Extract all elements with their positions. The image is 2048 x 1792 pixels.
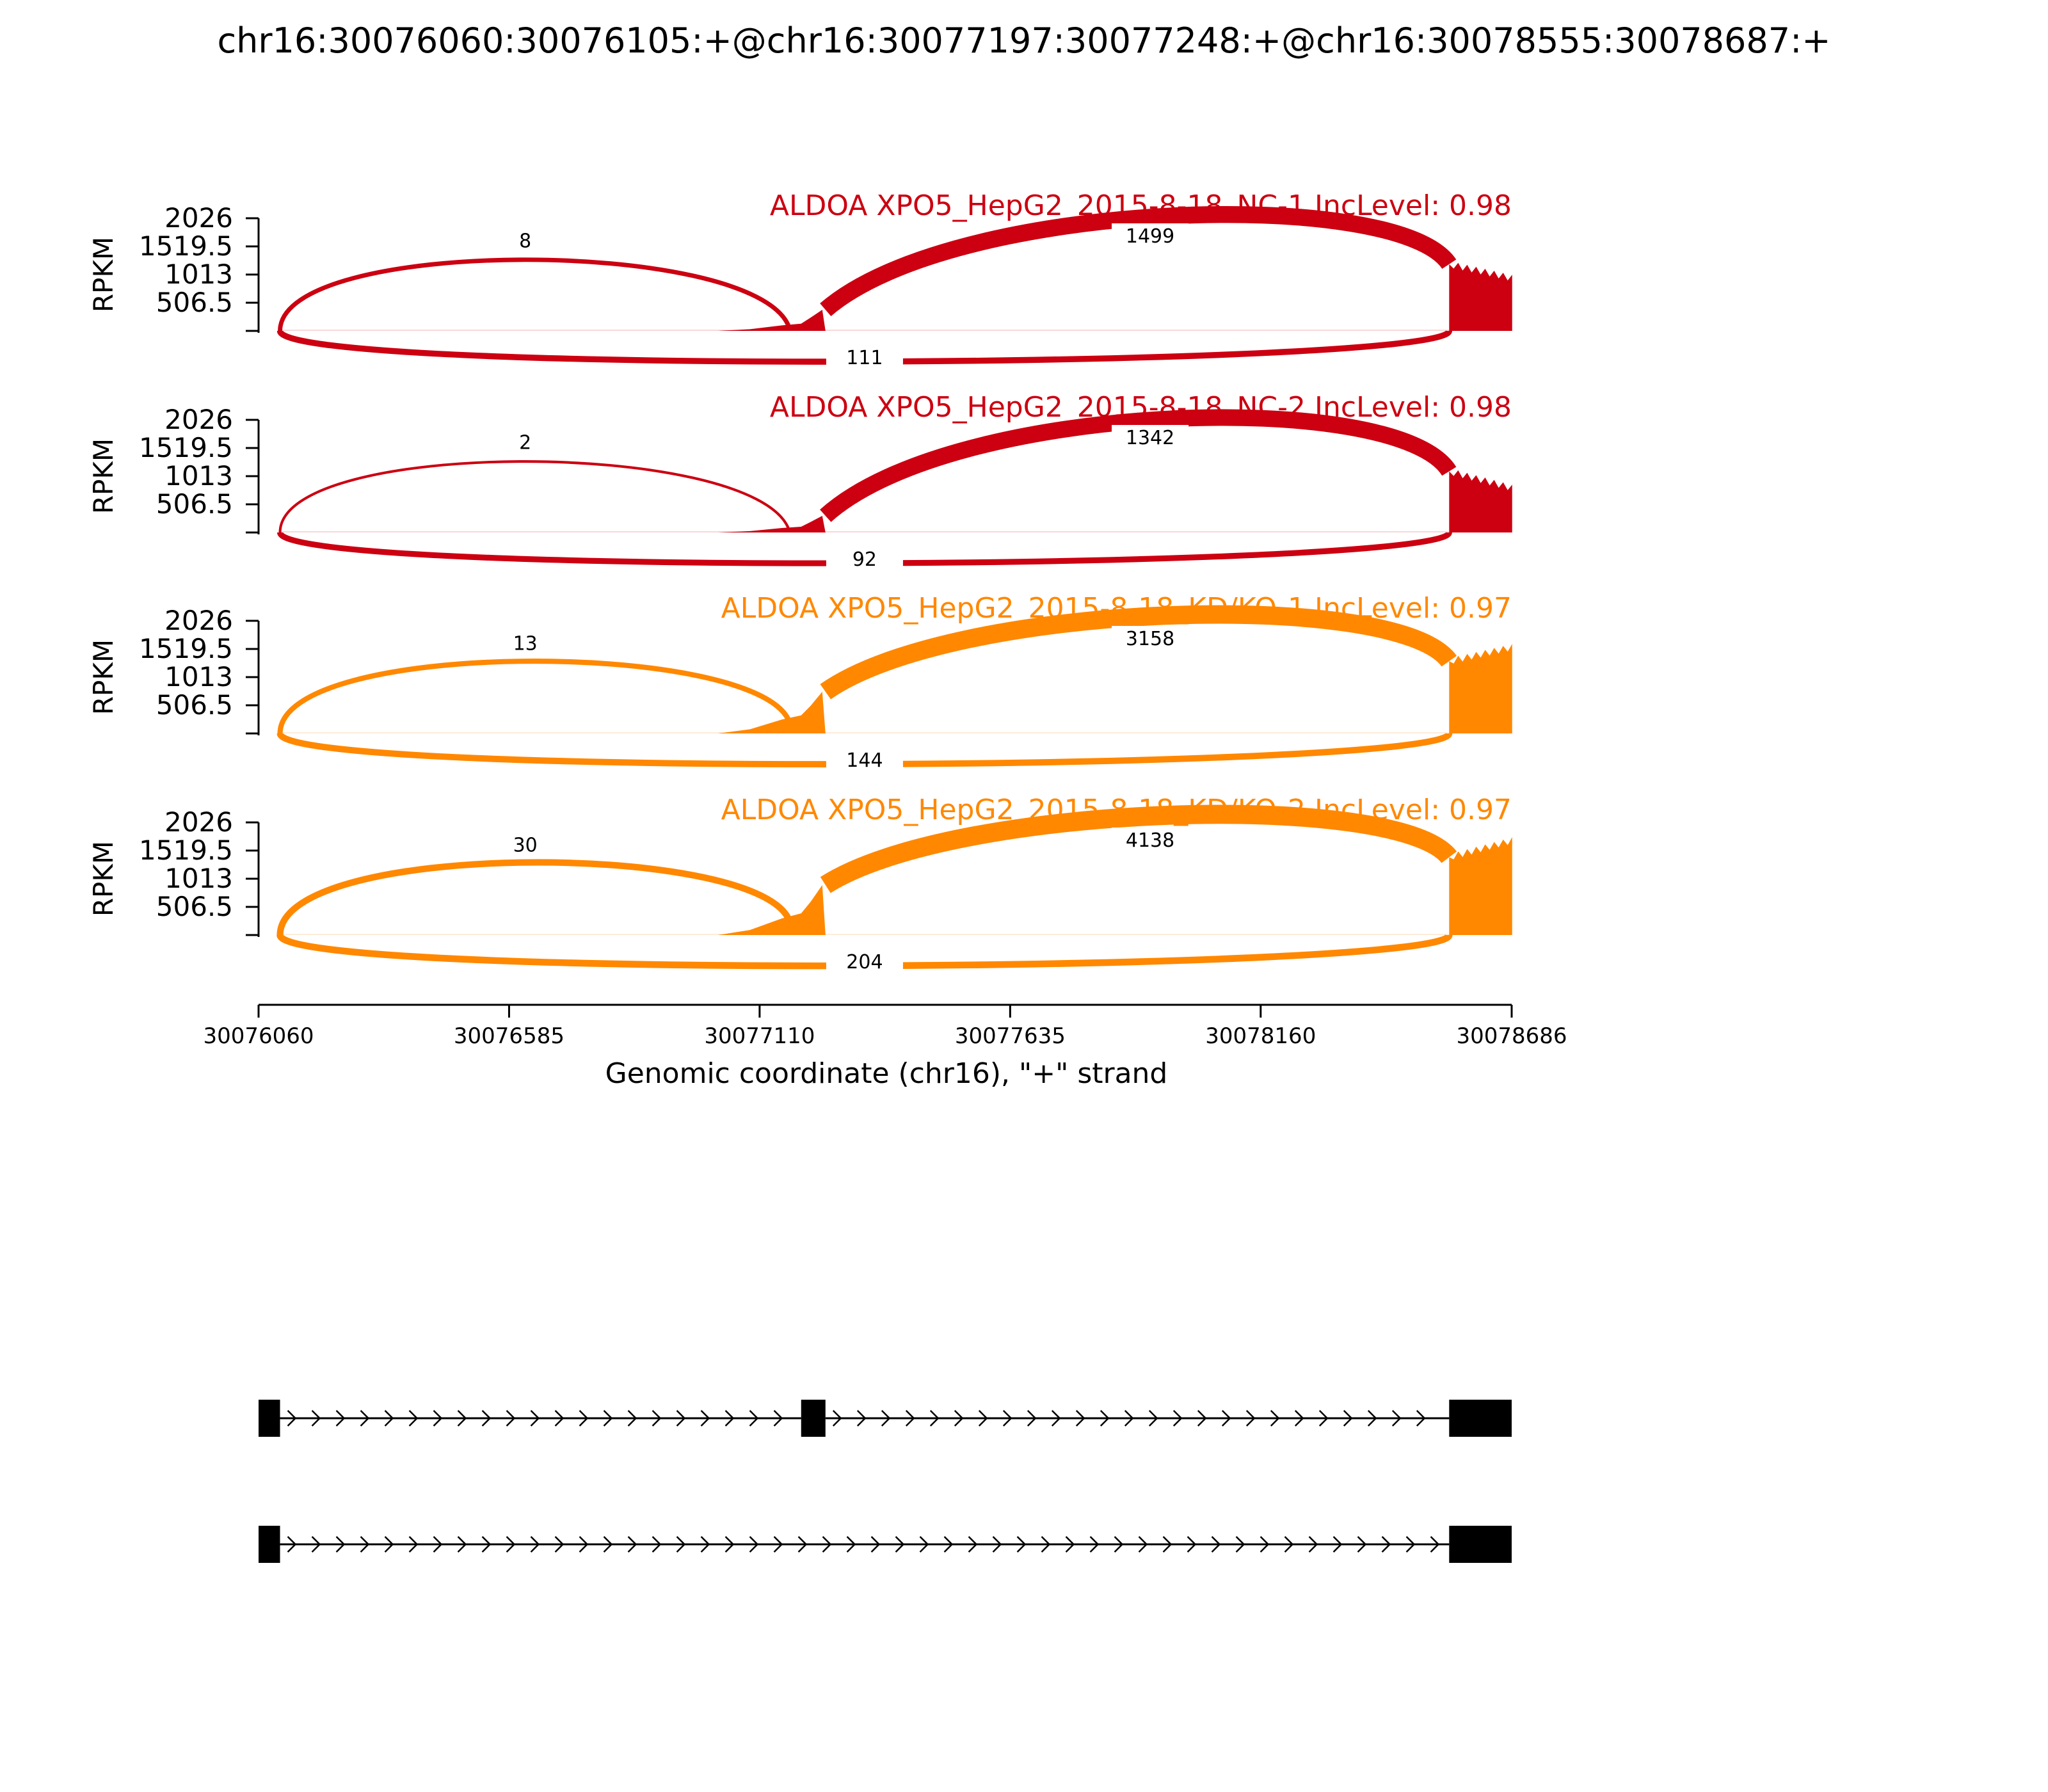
junction-label-downstream: 1499 xyxy=(1125,225,1175,248)
junction-label-skip: 92 xyxy=(852,548,877,571)
y-axis-label: RPKM xyxy=(88,639,119,716)
sample-panel-1 xyxy=(88,189,1512,369)
x-tick-label: 30077110 xyxy=(704,1023,815,1049)
junction-label-upstream: 13 xyxy=(513,632,538,655)
x-tick-label: 30076060 xyxy=(203,1023,314,1049)
y-tick-label: 1013 xyxy=(164,661,233,692)
x-tick-label: 30078686 xyxy=(1456,1023,1567,1049)
x-axis xyxy=(203,1005,1567,1090)
x-tick-label: 30077635 xyxy=(954,1023,1066,1049)
y-tick-label: 1519.5 xyxy=(139,432,233,463)
coverage-area xyxy=(718,516,826,532)
y-tick-label: 1013 xyxy=(164,460,233,492)
junction-arc-upstream xyxy=(280,661,788,733)
y-tick-label: 2026 xyxy=(164,605,233,636)
junction-label-upstream: 8 xyxy=(519,230,532,253)
y-tick-label: 2026 xyxy=(164,202,233,234)
junction-arc-upstream xyxy=(280,260,788,331)
y-tick-label: 1013 xyxy=(164,863,233,894)
sample-label: ALDOA XPO5_HepG2_2015-8-18_NC-2 IncLevel: 0.98 xyxy=(769,391,1512,424)
sample-panel-3 xyxy=(88,592,1512,772)
junction-label-downstream: 1342 xyxy=(1125,427,1175,449)
junction-label-downstream: 4138 xyxy=(1125,829,1175,852)
y-tick-label: 506.5 xyxy=(156,891,233,922)
sample-panels xyxy=(88,189,1512,973)
exon-block xyxy=(801,1400,826,1437)
junction-label-downstream: 3158 xyxy=(1125,628,1175,650)
y-tick-label: 506.5 xyxy=(156,287,233,318)
exon-block xyxy=(259,1526,280,1563)
junction-label-upstream: 30 xyxy=(513,834,538,857)
sample-label: ALDOA XPO5_HepG2_2015-8-18_NC-1 IncLevel: 0.98 xyxy=(769,189,1512,222)
isoform-models xyxy=(259,1400,1512,1563)
coverage-area xyxy=(1449,470,1512,532)
y-tick-label: 506.5 xyxy=(156,689,233,721)
sample-panel-4 xyxy=(88,794,1512,973)
x-tick-label: 30078160 xyxy=(1205,1023,1316,1049)
junction-label-skip: 111 xyxy=(846,347,883,369)
y-tick-label: 506.5 xyxy=(156,488,233,520)
coverage-area xyxy=(718,310,826,331)
coverage-area xyxy=(1449,263,1512,331)
y-axis-label: RPKM xyxy=(88,236,119,313)
sample-panel-2 xyxy=(88,391,1512,571)
y-tick-label: 2026 xyxy=(164,404,233,435)
exon-block xyxy=(259,1400,280,1437)
y-tick-label: 1013 xyxy=(164,259,233,290)
exon-block xyxy=(1449,1400,1512,1437)
isoform-2 xyxy=(259,1526,1512,1563)
chart-title: chr16:30076060:30076105:+@chr16:30077197:30077248:+@chr16:30078555:30078687:+ xyxy=(217,20,1831,61)
y-axis-label: RPKM xyxy=(88,438,119,515)
sample-label: ALDOA XPO5_HepG2_2015-8-18_KD/KO-1 IncLevel: 0.97 xyxy=(721,592,1512,625)
y-tick-label: 1519.5 xyxy=(139,633,233,664)
x-tick-label: 30076585 xyxy=(453,1023,564,1049)
coverage-area xyxy=(1449,837,1512,935)
exon-block xyxy=(1449,1526,1512,1563)
y-tick-label: 2026 xyxy=(164,806,233,838)
coverage-area xyxy=(718,692,826,733)
y-tick-label: 1519.5 xyxy=(139,230,233,262)
sample-label: ALDOA XPO5_HepG2_2015-8-18_KD/KO-2 IncLevel: 0.97 xyxy=(721,794,1512,826)
junction-label-upstream: 2 xyxy=(519,431,532,454)
junction-label-skip: 144 xyxy=(846,749,883,772)
junction-arc-upstream xyxy=(280,461,788,532)
isoform-1 xyxy=(259,1400,1512,1437)
x-axis-label: Genomic coordinate (chr16), "+" strand xyxy=(605,1057,1168,1090)
junction-arc-upstream xyxy=(280,862,788,935)
y-axis-label: RPKM xyxy=(88,840,119,917)
y-tick-label: 1519.5 xyxy=(139,835,233,866)
junction-label-skip: 204 xyxy=(846,951,883,973)
coverage-area xyxy=(718,885,826,935)
coverage-area xyxy=(1449,644,1512,733)
